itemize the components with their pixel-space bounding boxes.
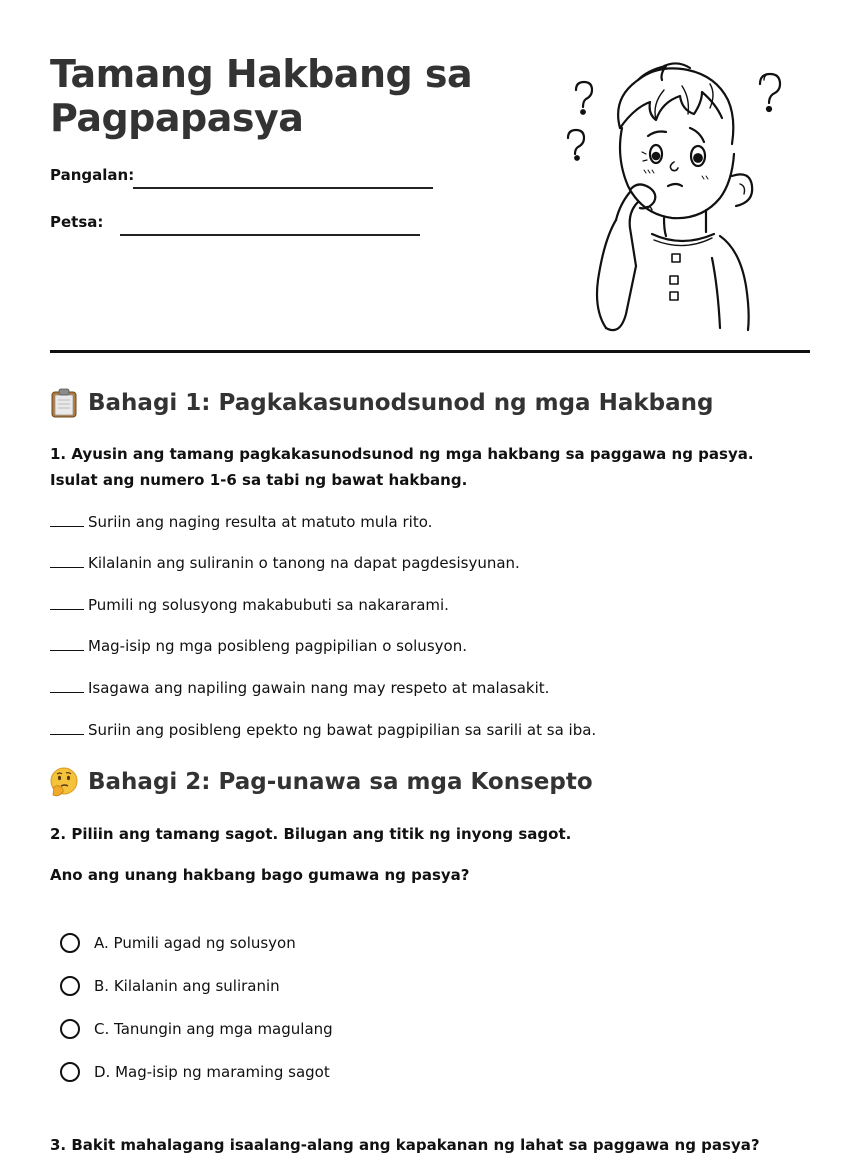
clipboard-icon [50, 388, 78, 418]
thinking-face-icon [50, 767, 78, 797]
part1-title: Bahagi 1: Pagkakasunodsunod ng mga Hakbang [88, 390, 714, 416]
step-item [50, 636, 467, 655]
option-label: D. Mag-isip ng maraming sagot [94, 1063, 330, 1081]
option-label: C. Tanungin ang mga magulang [94, 1020, 333, 1038]
answer-blank[interactable] [50, 636, 84, 651]
question-2-instruction: 2. Piliin ang tamang sagot. Bilugan ang titik ng inyong sagot. [50, 825, 572, 843]
option-circle[interactable] [60, 1062, 80, 1082]
step-text: Suriin ang posibleng epekto ng bawat pagpipilian sa sarili at sa iba. [88, 721, 597, 739]
option-label: B. Kilalanin ang suliranin [94, 977, 280, 995]
question-2: Ano ang unang hakbang bago gumawa ng pasya? [50, 866, 470, 884]
answer-blank[interactable] [50, 553, 84, 568]
step-item [50, 512, 432, 531]
name-label: Pangalan: [50, 166, 135, 184]
option-b[interactable] [60, 976, 280, 996]
option-d[interactable] [60, 1062, 330, 1082]
worksheet-title: Tamang Hakbang sa Pagpapasya [50, 52, 473, 140]
part1-heading [50, 388, 713, 418]
option-label: A. Pumili agad ng solusyon [94, 934, 296, 952]
step-text: Kilalanin ang suliranin o tanong na dapat pagdesisyunan. [88, 554, 520, 572]
option-circle[interactable] [60, 1019, 80, 1039]
thinking-boy-icon [560, 58, 810, 333]
step-item [50, 678, 549, 697]
option-c[interactable] [60, 1019, 333, 1039]
date-label: Petsa: [50, 213, 104, 231]
question-1: 1. Ayusin ang tamang pagkakasunodsunod ng mga hakbang sa paggawa ng pasya. Isulat ang numero 1-6 sa tabi ng bawat hakbang. [50, 445, 754, 489]
option-circle[interactable] [60, 933, 80, 953]
answer-blank[interactable] [50, 512, 84, 527]
name-line[interactable] [133, 187, 433, 189]
step-text: Mag-isip ng mga posibleng pagpipilian o solusyon. [88, 637, 467, 655]
answer-blank[interactable] [50, 595, 84, 610]
option-a[interactable] [60, 933, 296, 953]
part2-heading [50, 767, 593, 797]
option-circle[interactable] [60, 976, 80, 996]
step-text: Isagawa ang napiling gawain nang may respeto at malasakit. [88, 679, 550, 697]
answer-blank[interactable] [50, 720, 84, 735]
step-item [50, 720, 596, 739]
step-text: Pumili ng solusyong makabubuti sa nakararami. [88, 596, 449, 614]
step-item [50, 553, 520, 572]
header-divider [50, 350, 810, 353]
step-item [50, 595, 449, 614]
part2-title: Bahagi 2: Pag-unawa sa mga Konsepto [88, 769, 593, 795]
step-text: Suriin ang naging resulta at matuto mula rito. [88, 513, 433, 531]
question-3: 3. Bakit mahalagang isaalang-alang ang kapakanan ng lahat sa paggawa ng pasya? [50, 1136, 760, 1154]
date-line[interactable] [120, 234, 420, 236]
answer-blank[interactable] [50, 678, 84, 693]
